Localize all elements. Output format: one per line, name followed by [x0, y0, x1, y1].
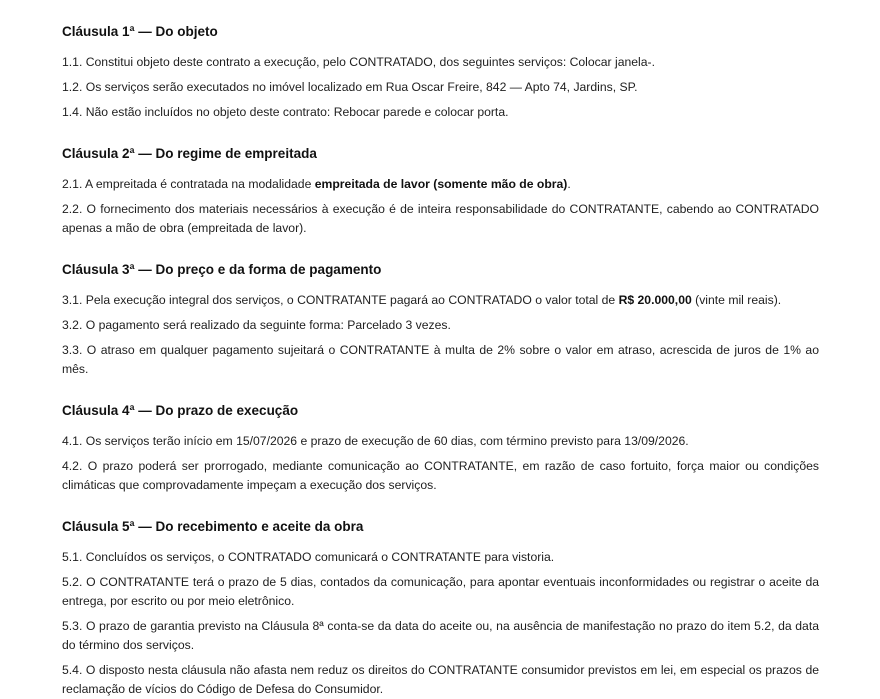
- clause-title: Cláusula 5ª — Do recebimento e aceite da obra: [62, 519, 364, 534]
- item-text: .: [567, 177, 571, 191]
- clause-item: 2.2. O fornecimento dos materiais necessários à execução é de inteira responsabilidade do CONTRATANTE, cabendo ao CONTRATADO apenas a mão de obra (empreitada de lavor).: [62, 202, 819, 235]
- item-bold-text: empreitada de lavor (somente mão de obra): [314, 177, 568, 191]
- clause-item: [62, 175, 819, 194]
- clause-title: Cláusula 2ª — Do regime de empreitada: [62, 146, 317, 161]
- clause-title: Cláusula 1ª — Do objeto: [62, 24, 218, 39]
- clause-4: [62, 401, 819, 495]
- clause-1: [62, 22, 819, 122]
- clause-item: 5.4. O disposto nesta cláusula não afasta nem reduz os direitos do CONTRATANTE consumidor previstos em lei, em especial os prazos de reclamação de vícios do Código de Defesa do Consumidor.: [62, 663, 819, 696]
- clause-item: 4.1. Os serviços terão início em 15/07/2026 e prazo de execução de 60 dias, com término previsto para 13/09/2026.: [62, 434, 689, 448]
- clause-title: Cláusula 3ª — Do preço e da forma de pagamento: [62, 262, 382, 277]
- clause-item: 3.3. O atraso em qualquer pagamento sujeitará o CONTRATANTE à multa de 2% sobre o valor em atraso, acrescida de juros de 1% ao mês.: [62, 343, 819, 376]
- clause-3: [62, 260, 819, 379]
- clause-item: 5.2. O CONTRATANTE terá o prazo de 5 dias, contados da comunicação, para apontar eventuais inconformidades ou registrar o aceite da entrega, por escrito ou por meio eletrônico.: [62, 575, 819, 608]
- clause-item: 1.4. Não estão incluídos no objeto deste contrato: Rebocar parede e colocar porta.: [62, 105, 509, 119]
- clause-item: 1.1. Constitui objeto deste contrato a execução, pelo CONTRATADO, dos seguintes serviços: Colocar janela-.: [62, 55, 655, 69]
- item-text: 3.1. Pela execução integral dos serviços, o CONTRATANTE pagará ao CONTRATADO o valor total de: [62, 293, 619, 307]
- clause-item: 4.2. O prazo poderá ser prorrogado, mediante comunicação ao CONTRATANTE, em razão de caso fortuito, força maior ou condições climáticas que comprovadamente impeçam a execução dos serviços.: [62, 459, 819, 492]
- clause-5: [62, 517, 819, 699]
- item-text: 2.1. A empreitada é contratada na modalidade: [62, 177, 315, 191]
- clause-item: [62, 291, 819, 310]
- clause-item: 5.1. Concluídos os serviços, o CONTRATADO comunicará o CONTRATANTE para vistoria.: [62, 550, 555, 564]
- clause-item: 5.3. O prazo de garantia previsto na Cláusula 8ª conta-se da data do aceite ou, na ausência de manifestação no prazo do item 5.2, da data do término dos serviços.: [62, 619, 819, 652]
- item-bold-text: R$ 20.000,00: [618, 293, 692, 307]
- item-text: (vinte mil reais).: [691, 293, 782, 307]
- clause-item: 3.2. O pagamento será realizado da seguinte forma: Parcelado 3 vezes.: [62, 318, 451, 332]
- clause-item: 1.2. Os serviços serão executados no imóvel localizado em Rua Oscar Freire, 842 — Apto 74, Jardins, SP.: [62, 80, 638, 94]
- clause-2: [62, 144, 819, 238]
- clause-title: Cláusula 4ª — Do prazo de execução: [62, 403, 299, 418]
